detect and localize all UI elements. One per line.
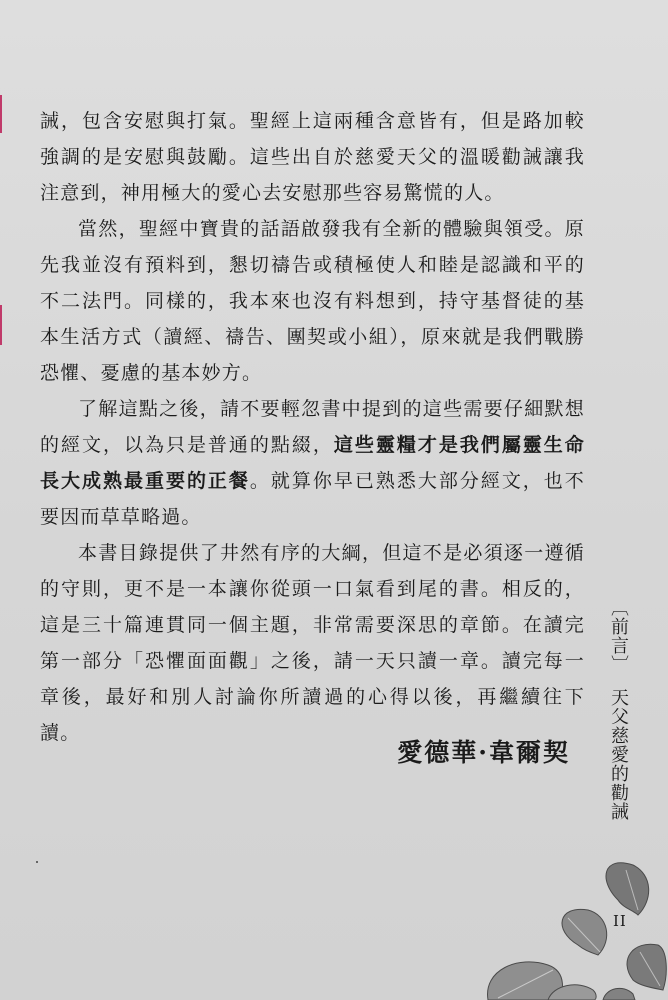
body-text	[40, 103, 585, 751]
paragraph-1: 誡，包含安慰與打氣。聖經上這兩種含意皆有，但是路加較強調的是安慰與鼓勵。這些出自於慈愛天父的溫暖勸誡讓我注意到，神用極大的愛心去安慰那些容易驚慌的人。	[40, 110, 585, 204]
paragraph-4: 本書目錄提供了井然有序的大綱，但這不是必須逐一遵循的守則，更不是一本讓你從頭一口氣看到尾的書。相反的，這是三十篇連貫同一個主題，非常需要深思的章節。在讀完第一部分「恐懼面面觀」之後，請一天只讀一章。讀完每一章後，最好和別人討論你所讀過的心得以後，再繼續往下讀。	[40, 542, 585, 744]
page-edge-mark	[0, 305, 2, 345]
chapter-side-tab	[604, 598, 632, 821]
paragraph-3-bold-text: 這些靈糧才是我們屬靈生命長大成熟最重要的正餐	[40, 434, 585, 492]
side-tab-title: 天父慈愛的勸誡	[608, 688, 629, 821]
author-signature: 愛德華·韋爾契	[397, 738, 570, 767]
leaves-decoration-icon	[428, 860, 668, 1000]
paragraph-3-text: 了解這點之後，請不要輕忽書中提到的這些需要仔細默想的經文，以為只是普通的點綴，	[40, 398, 585, 456]
paragraph-3	[40, 391, 585, 535]
paragraph-2: 當然，聖經中寶貴的話語啟發我有全新的體驗與領受。原先我並沒有預料到，懇切禱告或積極使人和睦是認識和平的不二法門。同樣的，我本來也沒有料想到，持守基督徒的基本生活方式（讀經、禱告、團契或小組），原來就是我們戰勝恐懼、憂慮的基本妙方。	[40, 218, 585, 384]
page-edge-mark	[0, 95, 2, 133]
speck	[36, 861, 38, 863]
side-tab-chapter: 〔前言〕	[608, 598, 629, 674]
page-number: II	[613, 912, 627, 930]
paragraph-3-text-end: 。就算你早已熟悉大部分經文，也不要因而草草略過。	[40, 470, 585, 528]
